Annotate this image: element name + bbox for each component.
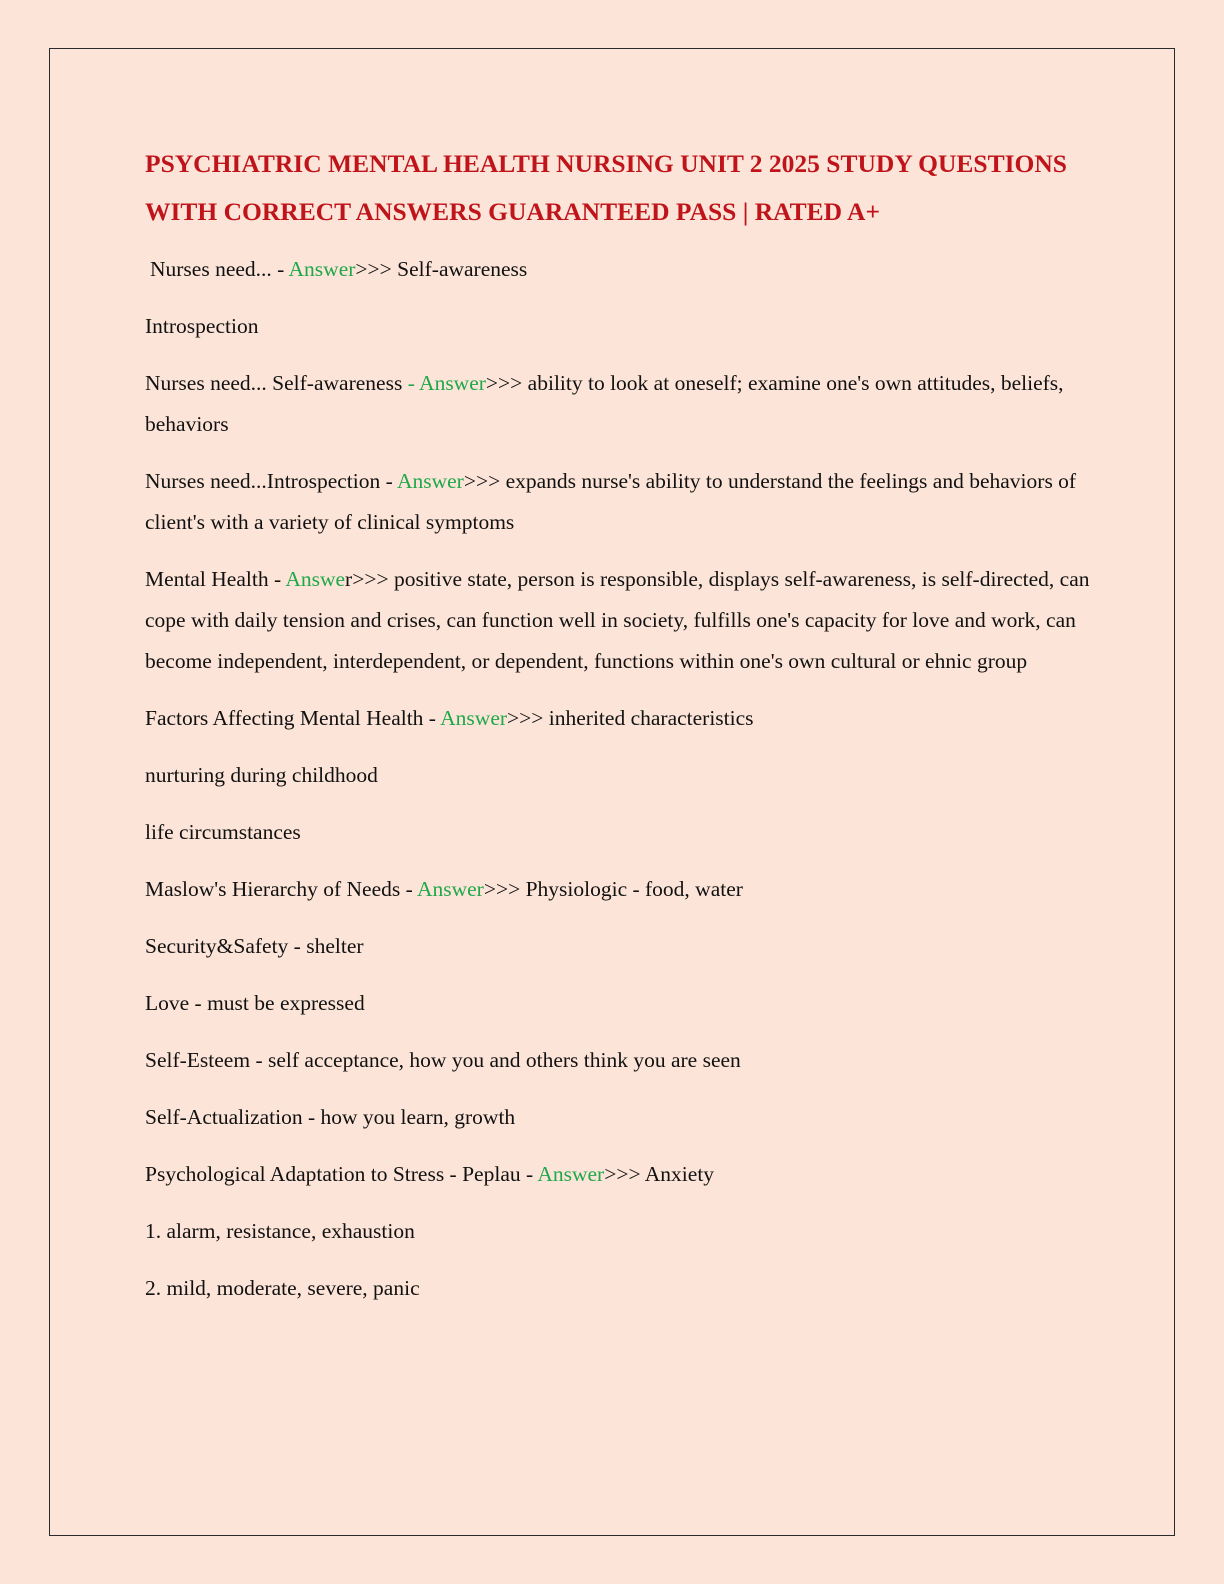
answer-line: 2. mild, moderate, severe, panic bbox=[145, 1276, 420, 1300]
answer-keyword: Answer bbox=[440, 706, 508, 730]
question-text: Psychological Adaptation to Stress - Peplau - bbox=[145, 1162, 538, 1186]
answer-keyword: Answer bbox=[396, 469, 464, 493]
answer-keyword: - Answer bbox=[407, 371, 486, 395]
answer-keyword: Answe bbox=[285, 567, 346, 591]
question-text: Nurses need... - bbox=[150, 257, 289, 281]
question-text: Factors Affecting Mental Health - bbox=[145, 706, 441, 730]
answer-line: Self-Actualization - how you learn, growth bbox=[145, 1105, 516, 1129]
document-title: PSYCHIATRIC MENTAL HEALTH NURSING UNIT 2 2025 STUDY QUESTIONS WITH CORRECT ANSWERS GUARANTEED PASS | RATED A+ bbox=[145, 149, 1067, 226]
answer-line: Love - must be expressed bbox=[145, 991, 365, 1015]
answer-line: Self-Esteem - self acceptance, how you and others think you are seen bbox=[145, 1048, 741, 1072]
answer-text: >>> Self-awareness bbox=[355, 257, 528, 281]
answer-text: >>> expands nurse's ability to understand the feelings and behaviors of client's with a variety of clinical symptoms bbox=[145, 469, 1077, 534]
answer-keyword: Answer bbox=[416, 877, 484, 901]
question-text: Mental Health - bbox=[145, 567, 286, 591]
qa-paragraph bbox=[145, 249, 1095, 290]
answer-text: >>> Anxiety bbox=[604, 1162, 715, 1186]
answer-text: >>> inherited characteristics bbox=[507, 706, 754, 730]
question-text: Maslow's Hierarchy of Needs - bbox=[145, 877, 417, 901]
answer-keyword: Answer bbox=[288, 257, 356, 281]
qa-paragraph bbox=[145, 559, 1095, 682]
answer-text: >>> ability to look at oneself; examine one's own attitudes, beliefs, behaviors bbox=[145, 371, 1064, 436]
answer-line: life circumstances bbox=[145, 820, 301, 844]
qa-paragraph bbox=[145, 698, 1095, 739]
question-text: Nurses need...Introspection - bbox=[145, 469, 397, 493]
answer-text: r>>> positive state, person is responsible, displays self-awareness, is self-directed, can cope with daily tension and crises, can function well in society, fulfills one's capacity for love and work, can become independent, interdependent, or dependent, functions within one's own cultural or ehnic group bbox=[145, 567, 1090, 673]
qa-paragraph bbox=[145, 869, 1095, 910]
question-text: Nurses need... Self-awareness bbox=[145, 371, 408, 395]
answer-line: Security&Safety - shelter bbox=[145, 934, 364, 958]
document-body bbox=[145, 140, 1095, 1325]
answer-line: Introspection bbox=[145, 314, 259, 338]
answer-line: nurturing during childhood bbox=[145, 763, 378, 787]
answer-keyword: Answer bbox=[537, 1162, 605, 1186]
qa-paragraph bbox=[145, 363, 1095, 445]
answer-line: 1. alarm, resistance, exhaustion bbox=[145, 1219, 415, 1243]
answer-text: >>> Physiologic - food, water bbox=[483, 877, 743, 901]
qa-paragraph bbox=[145, 461, 1095, 543]
qa-paragraph bbox=[145, 1154, 1095, 1195]
